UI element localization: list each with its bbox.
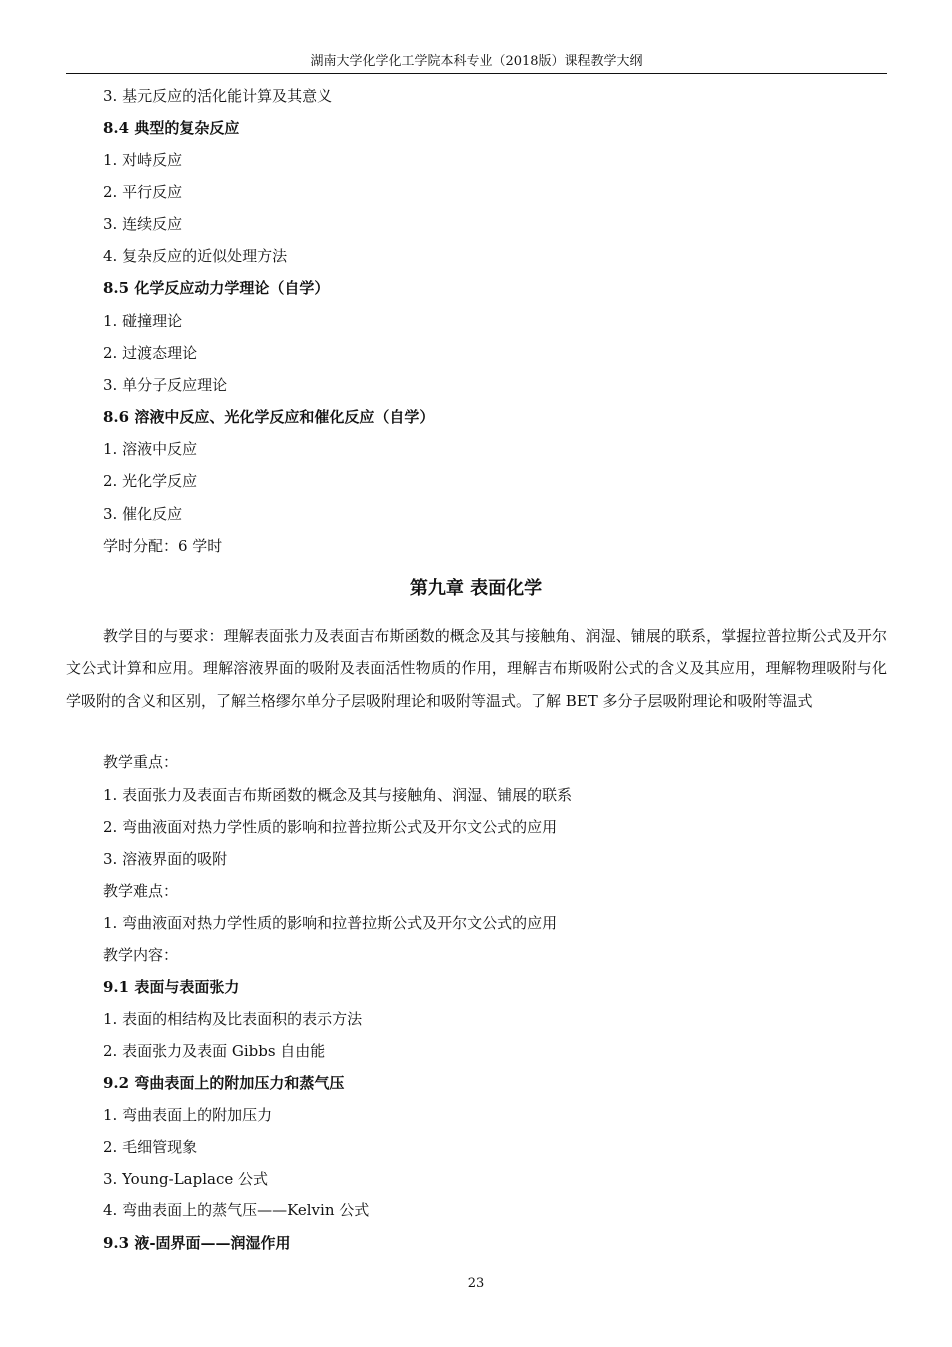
hours-allocation: 学时分配：6 学时 <box>103 537 223 555</box>
list-item: 2. 平行反应 <box>103 183 183 201</box>
section-heading-9-2: 9.2 弯曲表面上的附加压力和蒸气压 <box>103 1074 345 1092</box>
section-heading-9-1: 9.1 表面与表面张力 <box>103 978 240 996</box>
list-item: 1. 溶液中反应 <box>103 440 198 458</box>
list-item: 1. 表面的相结构及比表面积的表示方法 <box>103 1010 363 1028</box>
section-heading-8-6: 8.6 溶液中反应、光化学反应和催化反应（自学） <box>103 408 435 426</box>
list-item: 4. 复杂反应的近似处理方法 <box>103 247 288 265</box>
running-header: 湖南大学化学化工学院本科专业（2018版）课程教学大纲 <box>310 54 643 69</box>
list-item: 1. 碰撞理论 <box>103 312 183 330</box>
difficulties-label: 教学难点： <box>103 882 179 900</box>
key-points-label: 教学重点： <box>103 753 179 771</box>
list-item: 1. 对峙反应 <box>103 151 183 169</box>
list-item: 1. 弯曲表面上的附加压力 <box>103 1106 273 1124</box>
list-item: 1. 弯曲液面对热力学性质的影响和拉普拉斯公式及开尔文公式的应用 <box>103 914 558 932</box>
chapter-title: 第九章 表面化学 <box>409 578 543 599</box>
section-heading-8-4: 8.4 典型的复杂反应 <box>103 119 240 137</box>
list-item: 3. 催化反应 <box>103 505 183 523</box>
list-item: 2. 毛细管现象 <box>103 1138 198 1156</box>
header-rule <box>66 73 887 74</box>
page-number: 23 <box>467 1276 485 1291</box>
list-item: 3. 溶液界面的吸附 <box>103 850 228 868</box>
list-item: 2. 过渡态理论 <box>103 344 198 362</box>
list-item: 3. 基元反应的活化能计算及其意义 <box>103 87 333 105</box>
section-heading-9-3: 9.3 液-固界面——润湿作用 <box>103 1234 291 1252</box>
list-item: 3. 单分子反应理论 <box>103 376 228 394</box>
content-label: 教学内容： <box>103 946 179 964</box>
list-item: 2. 光化学反应 <box>103 472 198 490</box>
list-item: 3. 连续反应 <box>103 215 183 233</box>
objective-paragraph: 教学目的与要求：理解表面张力及表面吉布斯函数的概念及其与接触角、润湿、铺展的联系，掌握拉普拉斯公式及开尔文公式计算和应用。理解溶液界面的吸附及表面活性物质的作用，理解吉布斯吸附公式的含义及其应用，理解物理吸附与化学吸附的含义和区别，了解兰格缪尔单分子层吸附理论和吸附等温式。了解 BET 多分子层吸附理论和吸附等温式 <box>66 627 887 710</box>
list-item: 4. 弯曲表面上的蒸气压——Kelvin 公式 <box>103 1201 370 1219</box>
list-item: 2. 弯曲液面对热力学性质的影响和拉普拉斯公式及开尔文公式的应用 <box>103 818 558 836</box>
list-item: 3. Young-Laplace 公式 <box>103 1170 268 1188</box>
list-item: 2. 表面张力及表面 Gibbs 自由能 <box>103 1042 326 1060</box>
section-heading-8-5: 8.5 化学反应动力学理论（自学） <box>103 279 330 297</box>
list-item: 1. 表面张力及表面吉布斯函数的概念及其与接触角、润湿、铺展的联系 <box>103 786 573 804</box>
